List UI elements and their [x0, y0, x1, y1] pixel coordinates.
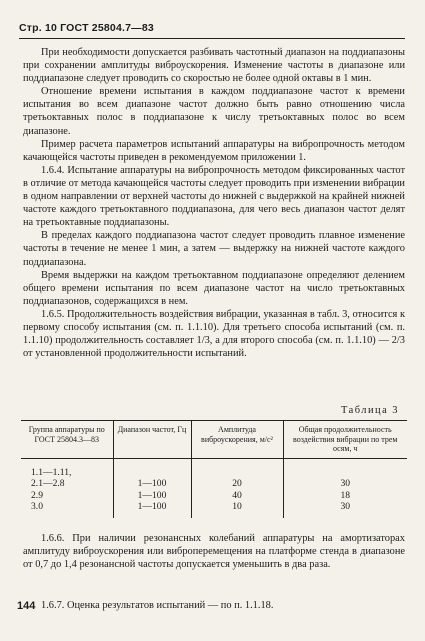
- column-header: Диапазон частот, Гц: [113, 421, 191, 459]
- table-cell: 1—100: [113, 490, 191, 502]
- body-text-after-table: [23, 532, 405, 571]
- column-header: Общая продолжительность воздействия вибрации по трем осям, ч: [283, 421, 407, 459]
- table-header-row: [21, 421, 407, 459]
- table-cell: 40: [191, 490, 283, 502]
- vibration-table: [21, 420, 407, 518]
- table-cell: 30: [283, 478, 407, 490]
- table-cell: 1—100: [113, 478, 191, 490]
- table-spacer-row: [21, 458, 407, 467]
- paragraph: Отношение времени испытания в каждом поддиапазоне частот к времени испытания во всем диапазоне частот должно быть равно отношению числа третьоктавных полос в поддиапазоне к числу третьоктавных полос во всем диапазоне.: [23, 86, 405, 137]
- table-cell: 20: [191, 478, 283, 490]
- page-number: 144: [17, 600, 36, 612]
- table-cell: 10: [191, 501, 283, 518]
- table-row: [21, 467, 407, 479]
- table-cell: 3.0: [31, 501, 43, 513]
- table-row: [21, 501, 407, 518]
- paragraph: Пример расчета параметров испытаний аппаратуры на вибропрочность методом качающейся частоты приведен в рекомендуемом приложении 1.: [23, 138, 405, 163]
- column-header: Группа аппаратуры по ГОСТ 25804.3—83: [21, 421, 113, 459]
- table-row: [21, 478, 407, 490]
- page-header: Стр. 10 ГОСТ 25804.7—83: [19, 22, 154, 34]
- paragraph: Время выдержки на каждом третьоктавном поддиапазоне определяют делением общего времени испытания по всем диапазоне частот на число третьоктавных поддиапазонов, содержащихся в нем.: [23, 269, 405, 307]
- header-rule: [19, 38, 405, 39]
- table-cell: 1.1—1.11,: [31, 466, 72, 478]
- table-cell: 30: [283, 501, 407, 518]
- table-cell: 2.9: [31, 489, 43, 501]
- paragraph: 1.6.4. Испытание аппаратуры на вибропрочность методом фиксированных частот в отличие от метода качающейся частоты следует проводить при изменении вибрации в одном направлении от верхней частоты до нижней с выдержкой на крайней нижней частоте каждого третьоктавного поддиапазона, для чего весь диапазон частот делят на третьоктавные поддиапазоны.: [23, 164, 405, 229]
- table-cell: 1—100: [113, 501, 191, 518]
- body-text: [23, 46, 405, 360]
- paragraph: 1.6.7. Оценка результатов испытаний — по п. 1.1.18.: [41, 600, 274, 611]
- paragraph: В пределах каждого поддиапазона частот следует проводить плавное изменение частоты в течение не менее 1 мин, а затем — выдержку на нижней частоте каждого поддиапазона.: [23, 230, 405, 268]
- table-cell: 18: [283, 490, 407, 502]
- table-caption: Таблица 3: [341, 405, 399, 416]
- table-cell: [283, 467, 407, 479]
- column-header: Амплитуда виброускорения, м/с²: [191, 421, 283, 459]
- paragraph: 1.6.5. Продолжительность воздействия вибрации, указанная в табл. 3, относится к первому способу испытания (см. п. 1.1.10). Для третьего способа испытаний (см. п. 1.1.10) продолжительность составляет 1/3, а для второго способа (см. п. 1.1.10) — 2/3 от установленной продолжительности испытаний.: [23, 308, 405, 360]
- table-cell: [113, 467, 191, 479]
- paragraph: При необходимости допускается разбивать частотный диапазон на поддиапазоны при сохранении амплитуды виброускорения. Изменение частоты в диапазоне или поддиапазоне следует проводить со скоростью не более одной октавы в 1 мин.: [23, 47, 405, 85]
- table-cell: 2.1—2.8: [31, 478, 65, 490]
- paragraph: 1.6.6. При наличии резонансных колебаний аппаратуры на амортизаторах амплитуду виброускорения или виброперемещения на платформе стенда в диапазоне от 0,7 до 1,4 резонансной частоты допускается уменьшить в два раза.: [23, 533, 405, 571]
- table-row: [21, 490, 407, 502]
- table-cell: [191, 467, 283, 479]
